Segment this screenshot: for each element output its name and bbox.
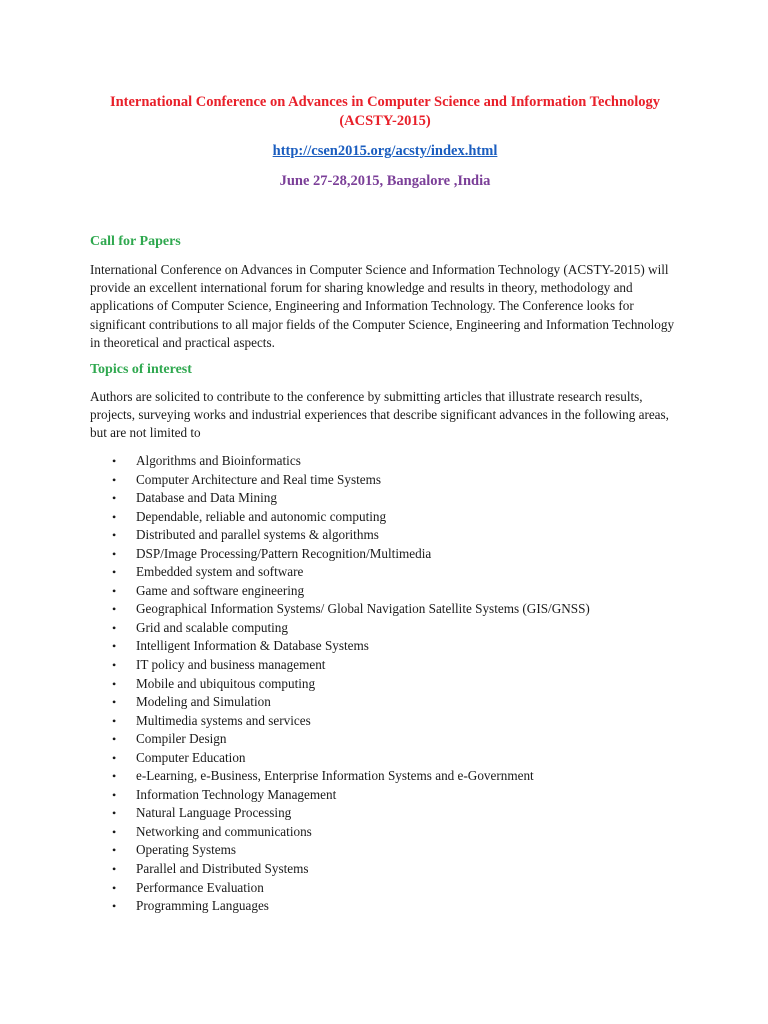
topics-heading: Topics of interest (90, 362, 192, 377)
list-item-label: Performance Evaluation (136, 879, 264, 895)
call-for-papers-body: International Conference on Advances in Computer Science and Information Technology (ACSTY-2015) will provide an excellent international forum for sharing knowledge and results in theory, methodology and applications of Computer Science, Engineering and Information Technology. The Conference looks for significant contributions to all major fields of the Computer Science, Engineering and Information Technology in theoretical and practical aspects. (90, 262, 675, 350)
list-item (90, 730, 680, 749)
list-item-label: Programming Languages (136, 898, 269, 914)
list-item (90, 600, 680, 619)
list-item (90, 489, 680, 508)
list-item (90, 712, 680, 731)
list-item-label: Computer Education (136, 749, 246, 765)
bullet-icon: • (112, 806, 117, 821)
list-item (90, 804, 680, 823)
list-item-label: Embedded system and software (136, 564, 304, 580)
list-item-label: Geographical Information Systems/ Global Navigation Satellite Systems (GIS/GNSS) (136, 601, 590, 617)
bullet-icon: • (112, 750, 117, 765)
list-item-label: Natural Language Processing (136, 805, 292, 821)
bullet-icon: • (112, 695, 117, 710)
bullet-icon: • (112, 491, 117, 506)
bullet-icon: • (112, 546, 117, 561)
list-item-label: Algorithms and Bioinformatics (136, 453, 301, 468)
topics-intro: Authors are solicited to contribute to the conference by submitting articles that illustrate research results, projects, surveying works and industrial experiences that describe significant advances in the following areas, but are not limited to (90, 389, 669, 441)
bullet-icon: • (112, 565, 117, 580)
list-item (90, 471, 680, 490)
list-item (90, 545, 680, 564)
list-item (90, 656, 680, 675)
list-item (90, 675, 680, 694)
list-item-label: Information Technology Management (136, 786, 337, 802)
list-item (90, 619, 680, 638)
bullet-icon: • (112, 620, 117, 635)
bullet-icon: • (112, 676, 117, 691)
list-item-label: Computer Architecture and Real time Systems (136, 471, 382, 487)
conference-dates: June 27-28,2015, Bangalore ,India (279, 173, 491, 189)
bullet-icon: • (112, 824, 117, 839)
conference-url-link[interactable]: http://csen2015.org/acsty/index.html (272, 143, 498, 159)
list-item (90, 897, 680, 916)
list-item (90, 749, 680, 768)
list-item (90, 452, 680, 471)
list-item (90, 693, 680, 712)
bullet-icon: • (112, 639, 117, 654)
list-item (90, 563, 680, 582)
list-item-label: Networking and communications (136, 823, 312, 839)
list-item-label: Operating Systems (136, 842, 236, 858)
list-item (90, 860, 680, 879)
topics-list (90, 452, 680, 916)
list-item-label: Intelligent Information & Database Systems (136, 638, 369, 654)
bullet-icon: • (112, 602, 117, 617)
bullet-icon: • (112, 472, 117, 487)
bullet-icon: • (112, 454, 117, 468)
list-item (90, 786, 680, 805)
list-item-label: Grid and scalable computing (136, 619, 288, 635)
list-item-label: Modeling and Simulation (136, 694, 271, 710)
list-item-label: Multimedia systems and services (136, 712, 311, 728)
list-item-label: e-Learning, e-Business, Enterprise Information Systems and e-Government (136, 768, 534, 784)
list-item (90, 879, 680, 898)
conference-title: International Conference on Advances in Computer Science and Information Technology (ACSTY-2015) (109, 94, 661, 129)
list-item-label: Compiler Design (136, 731, 227, 747)
list-item (90, 767, 680, 786)
bullet-icon: • (112, 713, 117, 728)
list-item-label: Dependable, reliable and autonomic computing (136, 508, 387, 524)
list-item-label: Mobile and ubiquitous computing (136, 675, 316, 691)
list-item-label: Parallel and Distributed Systems (136, 861, 309, 877)
bullet-icon: • (112, 583, 117, 598)
list-item-label: Game and software engineering (136, 582, 305, 598)
bullet-icon: • (112, 528, 117, 543)
bullet-icon: • (112, 843, 117, 858)
list-item (90, 823, 680, 842)
list-item-label: DSP/Image Processing/Pattern Recognition/Multimedia (136, 545, 432, 561)
list-item-label: Database and Data Mining (136, 490, 277, 506)
bullet-icon: • (112, 769, 117, 784)
bullet-icon: • (112, 509, 117, 524)
bullet-icon: • (112, 732, 117, 747)
list-item-label: IT policy and business management (136, 657, 326, 673)
bullet-icon: • (112, 899, 117, 914)
bullet-icon: • (112, 880, 117, 895)
call-for-papers-heading: Call for Papers (90, 234, 181, 249)
list-item (90, 841, 680, 860)
bullet-icon: • (112, 862, 117, 877)
bullet-icon: • (112, 658, 117, 673)
list-item-label: Distributed and parallel systems & algorithms (136, 527, 379, 543)
list-item (90, 637, 680, 656)
bullet-icon: • (112, 787, 117, 802)
list-item (90, 582, 680, 601)
list-item (90, 526, 680, 545)
list-item (90, 508, 680, 527)
